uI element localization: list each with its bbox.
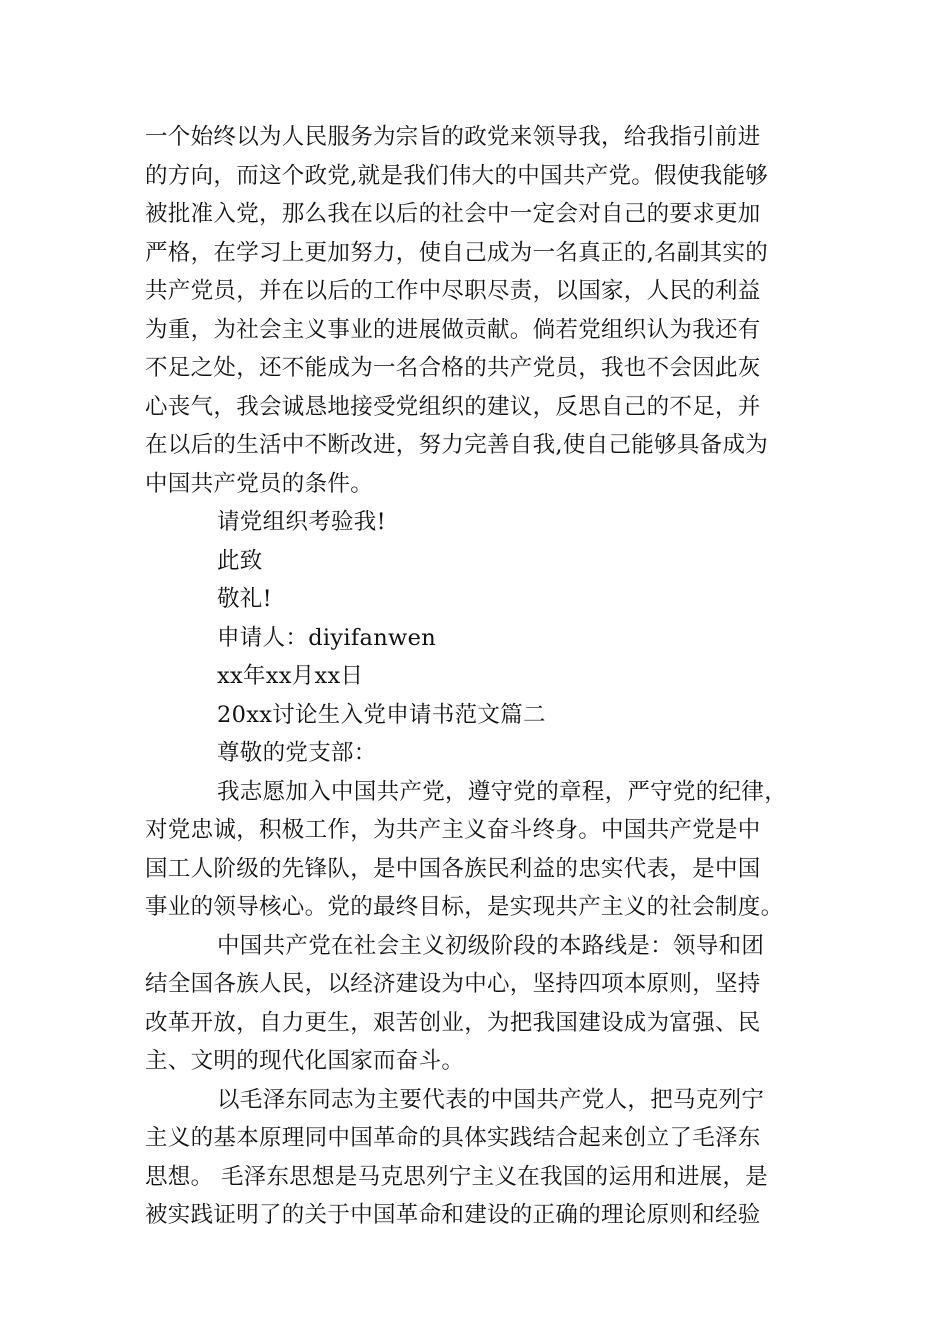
body-line: 结全国各族人民，以经济建设为中心，坚持四项本原则，坚持 bbox=[145, 971, 761, 997]
applicant-name: 申请人：diyifanwen bbox=[217, 624, 437, 651]
body-line: 主义的基本原理同中国革命的具体实践结合起来创立了毛泽东 bbox=[145, 1125, 761, 1151]
body-line: 不足之处，还不能成为一名合格的共产党员，我也不会因此灰 bbox=[145, 355, 761, 381]
body-line: 我志愿加入中国共产党，遵守党的章程，严守党的纪律， bbox=[217, 778, 788, 805]
body-line: 中国共产党员的条件。 bbox=[145, 470, 374, 497]
body-line: 在以后的生活中不断改进，努力完善自我,使自己能够具备成为 bbox=[145, 432, 769, 458]
body-line: 主、文明的现代化国家而奋斗。 bbox=[145, 1048, 465, 1074]
body-line: 以毛泽东同志为主要代表的中国共产党人，把马克列宁 bbox=[217, 1086, 765, 1113]
body-line: 对党忠诚，积极工作，为共产主义奋斗终身。中国共产党是中 bbox=[145, 817, 761, 843]
addressee: 尊敬的党支部： bbox=[217, 740, 377, 766]
body-line: 改革开放，自力更生，艰苦创业，为把我国建设成为富强、民 bbox=[145, 1009, 761, 1036]
body-line: 思想。 毛泽东思想是马克思列宁主义在我国的运用和进展，是 bbox=[145, 1163, 769, 1190]
section-title: 20xx讨论生入党申请书范文篇二 bbox=[217, 701, 546, 728]
document-body bbox=[145, 118, 805, 1235]
salutation-jingli: 敬礼! bbox=[217, 586, 272, 612]
body-line: 一个始终以为人民服务为宗旨的政党来领导我，给我指引前进 bbox=[145, 124, 761, 150]
body-line: 共产党员，并在以后的工作中尽职尽责，以国家，人民的利益 bbox=[145, 278, 761, 304]
body-line: 心丧气，我会诚恳地接受党组织的建议，反思自己的不足，并 bbox=[145, 393, 761, 420]
closing-request: 请党组织考验我! bbox=[217, 509, 386, 535]
body-line: 被实践证明了的关于中国革命和建设的正确的理论原则和经验 bbox=[145, 1202, 761, 1228]
application-date: xx年xx月xx日 bbox=[217, 663, 364, 689]
body-line: 中国共产党在社会主义初级阶段的本路线是：领导和团 bbox=[217, 932, 765, 959]
body-line: 严格，在学习上更加努力，使自己成为一名真正的,名副其实的 bbox=[145, 239, 769, 266]
body-line: 国工人阶级的先锋队，是中国各族民利益的忠实代表，是中国 bbox=[145, 855, 761, 882]
salutation-cizhi: 此致 bbox=[217, 547, 263, 574]
body-line: 的方向，而这个政党,就是我们伟大的中国共产党。假使我能够 bbox=[145, 162, 769, 189]
body-line: 被批准入党，那么我在以后的社会中一定会对自己的要求更加 bbox=[145, 201, 761, 227]
body-line: 为重，为社会主义事业的进展做贡献。倘若党组织认为我还有 bbox=[145, 316, 761, 343]
body-line: 事业的领导核心。党的最终目标，是实现共产主义的社会制度。 bbox=[145, 894, 784, 920]
